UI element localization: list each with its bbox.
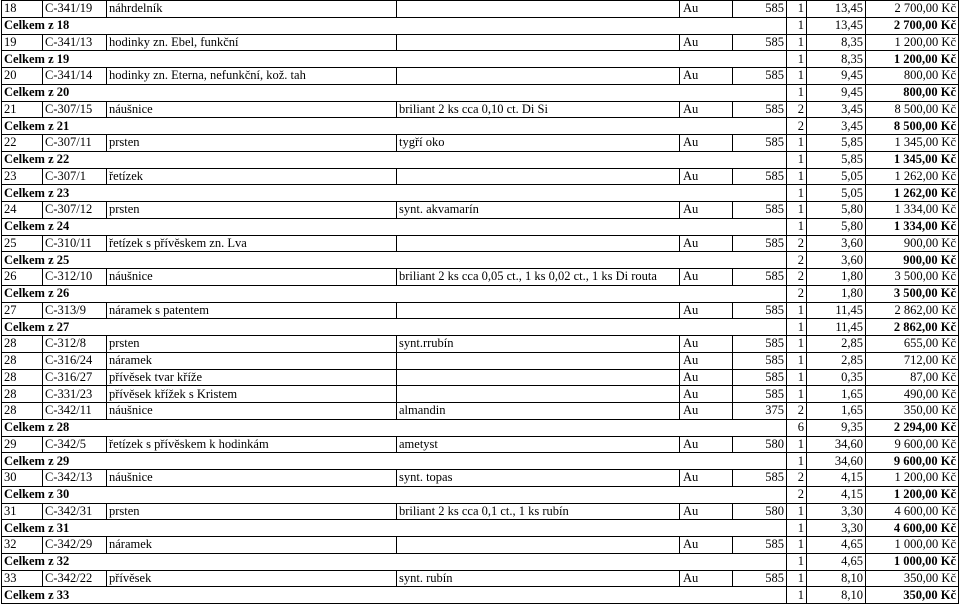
item-metal-cell: Au: [680, 168, 733, 185]
subtotal-weight-cell: 13,45: [807, 17, 866, 34]
item-stone-cell: synt. akvamarín: [397, 202, 680, 219]
item-name-cell: řetízek s přívěskem zn. Lva: [107, 235, 397, 252]
item-number-cell: 24: [2, 202, 43, 219]
item-name-cell: řetízek s přívěskem k hodinkám: [107, 436, 397, 453]
subtotal-row: [2, 252, 959, 269]
item-fineness-cell: 585: [733, 570, 787, 587]
item-price-cell: 87,00 Kč: [866, 369, 959, 386]
item-quantity-cell: 1: [787, 369, 807, 386]
item-stone-cell: [397, 168, 680, 185]
table-row: [2, 135, 959, 152]
item-metal-cell: Au: [680, 570, 733, 587]
subtotal-weight-cell: 9,45: [807, 84, 866, 101]
item-code-cell: C-312/8: [43, 336, 107, 353]
item-price-cell: 1 262,00 Kč: [866, 168, 959, 185]
subtotal-label-cell: Celkem z 19: [2, 51, 787, 68]
item-fineness-cell: 585: [733, 386, 787, 403]
subtotal-label-cell: Celkem z 33: [2, 587, 787, 604]
subtotal-quantity-cell: 2: [787, 486, 807, 503]
inventory-table: [1, 0, 959, 604]
item-number-cell: 26: [2, 269, 43, 286]
subtotal-weight-cell: 9,35: [807, 419, 866, 436]
subtotal-quantity-cell: 1: [787, 51, 807, 68]
item-weight-cell: 3,30: [807, 503, 866, 520]
subtotal-weight-cell: 34,60: [807, 453, 866, 470]
subtotal-row: [2, 486, 959, 503]
subtotal-weight-cell: 1,80: [807, 285, 866, 302]
item-price-cell: 350,00 Kč: [866, 403, 959, 420]
table-row: [2, 537, 959, 554]
item-weight-cell: 5,80: [807, 202, 866, 219]
table-row: [2, 403, 959, 420]
item-code-cell: C-341/19: [43, 1, 107, 18]
item-stone-cell: synt. rubín: [397, 570, 680, 587]
table-row: [2, 269, 959, 286]
item-quantity-cell: 2: [787, 403, 807, 420]
item-quantity-cell: 1: [787, 386, 807, 403]
item-weight-cell: 5,85: [807, 135, 866, 152]
item-fineness-cell: 580: [733, 503, 787, 520]
item-stone-cell: synt. topas: [397, 470, 680, 487]
subtotal-quantity-cell: 2: [787, 118, 807, 135]
item-price-cell: 655,00 Kč: [866, 336, 959, 353]
item-stone-cell: [397, 235, 680, 252]
item-weight-cell: 5,05: [807, 168, 866, 185]
item-stone-cell: tygří oko: [397, 135, 680, 152]
subtotal-price-cell: 1 262,00 Kč: [866, 185, 959, 202]
item-metal-cell: Au: [680, 352, 733, 369]
subtotal-row: [2, 151, 959, 168]
item-fineness-cell: 585: [733, 68, 787, 85]
item-name-cell: náušnice: [107, 470, 397, 487]
subtotal-price-cell: 2 294,00 Kč: [866, 419, 959, 436]
item-price-cell: 8 500,00 Kč: [866, 101, 959, 118]
item-number-cell: 21: [2, 101, 43, 118]
subtotal-label-cell: Celkem z 22: [2, 151, 787, 168]
subtotal-weight-cell: 11,45: [807, 319, 866, 336]
item-number-cell: 28: [2, 386, 43, 403]
item-fineness-cell: 375: [733, 403, 787, 420]
item-metal-cell: Au: [680, 269, 733, 286]
item-quantity-cell: 1: [787, 537, 807, 554]
item-metal-cell: Au: [680, 101, 733, 118]
item-fineness-cell: 585: [733, 101, 787, 118]
subtotal-weight-cell: 5,80: [807, 218, 866, 235]
item-quantity-cell: 1: [787, 503, 807, 520]
item-metal-cell: Au: [680, 470, 733, 487]
item-name-cell: přívěsek křížek s Kristem: [107, 386, 397, 403]
item-number-cell: 30: [2, 470, 43, 487]
item-price-cell: 1 200,00 Kč: [866, 470, 959, 487]
item-quantity-cell: 1: [787, 436, 807, 453]
item-metal-cell: Au: [680, 202, 733, 219]
item-stone-cell: [397, 369, 680, 386]
table-row: [2, 34, 959, 51]
item-weight-cell: 2,85: [807, 352, 866, 369]
item-metal-cell: Au: [680, 386, 733, 403]
item-name-cell: hodinky zn. Eterna, nefunkční, kož. tah: [107, 68, 397, 85]
item-fineness-cell: 585: [733, 336, 787, 353]
item-name-cell: hodinky zn. Ebel, funkční: [107, 34, 397, 51]
item-weight-cell: 4,65: [807, 537, 866, 554]
table-row: [2, 168, 959, 185]
item-quantity-cell: 1: [787, 302, 807, 319]
item-fineness-cell: 585: [733, 269, 787, 286]
subtotal-label-cell: Celkem z 24: [2, 218, 787, 235]
item-price-cell: 800,00 Kč: [866, 68, 959, 85]
subtotal-price-cell: 4 600,00 Kč: [866, 520, 959, 537]
subtotal-quantity-cell: 1: [787, 185, 807, 202]
item-weight-cell: 8,35: [807, 34, 866, 51]
item-stone-cell: almandin: [397, 403, 680, 420]
item-stone-cell: [397, 352, 680, 369]
subtotal-row: [2, 118, 959, 135]
item-name-cell: náušnice: [107, 101, 397, 118]
item-number-cell: 27: [2, 302, 43, 319]
item-name-cell: prsten: [107, 503, 397, 520]
item-number-cell: 28: [2, 336, 43, 353]
item-code-cell: C-307/15: [43, 101, 107, 118]
table-row: [2, 1, 959, 18]
table-row: [2, 570, 959, 587]
item-fineness-cell: 585: [733, 470, 787, 487]
item-metal-cell: Au: [680, 537, 733, 554]
item-code-cell: C-342/13: [43, 470, 107, 487]
item-number-cell: 22: [2, 135, 43, 152]
subtotal-quantity-cell: 1: [787, 17, 807, 34]
item-number-cell: 18: [2, 1, 43, 18]
item-code-cell: C-307/12: [43, 202, 107, 219]
subtotal-label-cell: Celkem z 26: [2, 285, 787, 302]
subtotal-price-cell: 1 200,00 Kč: [866, 51, 959, 68]
subtotal-label-cell: Celkem z 29: [2, 453, 787, 470]
item-metal-cell: Au: [680, 235, 733, 252]
item-price-cell: 2 700,00 Kč: [866, 1, 959, 18]
subtotal-quantity-cell: 1: [787, 553, 807, 570]
item-stone-cell: briliant 2 ks cca 0,1 ct., 1 ks rubín: [397, 503, 680, 520]
subtotal-price-cell: 1 334,00 Kč: [866, 218, 959, 235]
item-number-cell: 19: [2, 34, 43, 51]
item-stone-cell: briliant 2 ks cca 0,10 ct. Di Si: [397, 101, 680, 118]
item-price-cell: 3 500,00 Kč: [866, 269, 959, 286]
subtotal-weight-cell: 4,15: [807, 486, 866, 503]
subtotal-price-cell: 2 700,00 Kč: [866, 17, 959, 34]
subtotal-weight-cell: 3,45: [807, 118, 866, 135]
item-metal-cell: Au: [680, 34, 733, 51]
item-code-cell: C-342/31: [43, 503, 107, 520]
item-name-cell: přívěsek: [107, 570, 397, 587]
table-row: [2, 386, 959, 403]
item-price-cell: 1 345,00 Kč: [866, 135, 959, 152]
item-weight-cell: 1,80: [807, 269, 866, 286]
item-code-cell: C-312/10: [43, 269, 107, 286]
item-fineness-cell: 585: [733, 537, 787, 554]
item-quantity-cell: 1: [787, 336, 807, 353]
subtotal-row: [2, 51, 959, 68]
item-price-cell: 1 000,00 Kč: [866, 537, 959, 554]
table-row: [2, 470, 959, 487]
item-price-cell: 712,00 Kč: [866, 352, 959, 369]
subtotal-weight-cell: 3,60: [807, 252, 866, 269]
table-row: [2, 436, 959, 453]
item-fineness-cell: 585: [733, 1, 787, 18]
item-weight-cell: 1,65: [807, 386, 866, 403]
item-metal-cell: Au: [680, 1, 733, 18]
item-fineness-cell: 585: [733, 135, 787, 152]
item-metal-cell: Au: [680, 403, 733, 420]
item-weight-cell: 34,60: [807, 436, 866, 453]
item-stone-cell: [397, 68, 680, 85]
item-stone-cell: [397, 34, 680, 51]
subtotal-row: [2, 553, 959, 570]
subtotal-price-cell: 900,00 Kč: [866, 252, 959, 269]
item-code-cell: C-342/5: [43, 436, 107, 453]
item-metal-cell: Au: [680, 336, 733, 353]
subtotal-label-cell: Celkem z 30: [2, 486, 787, 503]
item-stone-cell: [397, 537, 680, 554]
item-weight-cell: 1,65: [807, 403, 866, 420]
item-quantity-cell: 2: [787, 101, 807, 118]
item-metal-cell: Au: [680, 68, 733, 85]
item-weight-cell: 3,45: [807, 101, 866, 118]
subtotal-weight-cell: 3,30: [807, 520, 866, 537]
table-row: [2, 302, 959, 319]
item-price-cell: 490,00 Kč: [866, 386, 959, 403]
subtotal-quantity-cell: 1: [787, 453, 807, 470]
item-fineness-cell: 585: [733, 235, 787, 252]
item-number-cell: 28: [2, 369, 43, 386]
item-weight-cell: 11,45: [807, 302, 866, 319]
subtotal-label-cell: Celkem z 32: [2, 553, 787, 570]
subtotal-weight-cell: 5,85: [807, 151, 866, 168]
item-code-cell: C-341/14: [43, 68, 107, 85]
item-number-cell: 25: [2, 235, 43, 252]
item-name-cell: náramek s patentem: [107, 302, 397, 319]
item-quantity-cell: 1: [787, 135, 807, 152]
table-row: [2, 352, 959, 369]
subtotal-quantity-cell: 1: [787, 587, 807, 604]
item-number-cell: 29: [2, 436, 43, 453]
item-price-cell: 1 200,00 Kč: [866, 34, 959, 51]
item-weight-cell: 4,15: [807, 470, 866, 487]
item-metal-cell: Au: [680, 135, 733, 152]
item-code-cell: C-313/9: [43, 302, 107, 319]
subtotal-label-cell: Celkem z 25: [2, 252, 787, 269]
table-row: [2, 235, 959, 252]
subtotal-quantity-cell: 2: [787, 252, 807, 269]
subtotal-price-cell: 3 500,00 Kč: [866, 285, 959, 302]
item-quantity-cell: 1: [787, 1, 807, 18]
subtotal-quantity-cell: 2: [787, 285, 807, 302]
item-fineness-cell: 580: [733, 436, 787, 453]
subtotal-quantity-cell: 1: [787, 151, 807, 168]
item-weight-cell: 3,60: [807, 235, 866, 252]
item-code-cell: C-316/24: [43, 352, 107, 369]
item-code-cell: C-342/22: [43, 570, 107, 587]
subtotal-weight-cell: 8,35: [807, 51, 866, 68]
item-name-cell: náramek: [107, 537, 397, 554]
item-weight-cell: 13,45: [807, 1, 866, 18]
item-stone-cell: ametyst: [397, 436, 680, 453]
item-fineness-cell: 585: [733, 202, 787, 219]
subtotal-label-cell: Celkem z 20: [2, 84, 787, 101]
item-quantity-cell: 2: [787, 269, 807, 286]
subtotal-quantity-cell: 1: [787, 84, 807, 101]
item-price-cell: 4 600,00 Kč: [866, 503, 959, 520]
item-code-cell: C-310/11: [43, 235, 107, 252]
subtotal-price-cell: 1 000,00 Kč: [866, 553, 959, 570]
subtotal-label-cell: Celkem z 31: [2, 520, 787, 537]
item-name-cell: náhrdelník: [107, 1, 397, 18]
item-code-cell: C-307/1: [43, 168, 107, 185]
subtotal-price-cell: 350,00 Kč: [866, 587, 959, 604]
subtotal-row: [2, 285, 959, 302]
item-name-cell: náušnice: [107, 403, 397, 420]
item-metal-cell: Au: [680, 302, 733, 319]
item-name-cell: prsten: [107, 202, 397, 219]
item-fineness-cell: 585: [733, 34, 787, 51]
subtotal-row: [2, 453, 959, 470]
item-stone-cell: briliant 2 ks cca 0,05 ct., 1 ks 0,02 ct., 1 ks Di routa: [397, 269, 680, 286]
table-body: [2, 1, 959, 604]
item-name-cell: prsten: [107, 336, 397, 353]
subtotal-weight-cell: 5,05: [807, 185, 866, 202]
subtotal-row: [2, 419, 959, 436]
subtotal-row: [2, 185, 959, 202]
item-code-cell: C-316/27: [43, 369, 107, 386]
item-number-cell: 33: [2, 570, 43, 587]
table-row: [2, 369, 959, 386]
item-weight-cell: 0,35: [807, 369, 866, 386]
item-fineness-cell: 585: [733, 369, 787, 386]
item-price-cell: 350,00 Kč: [866, 570, 959, 587]
subtotal-label-cell: Celkem z 28: [2, 419, 787, 436]
subtotal-row: [2, 520, 959, 537]
item-quantity-cell: 1: [787, 68, 807, 85]
item-number-cell: 23: [2, 168, 43, 185]
subtotal-quantity-cell: 1: [787, 319, 807, 336]
item-price-cell: 9 600,00 Kč: [866, 436, 959, 453]
item-quantity-cell: 1: [787, 168, 807, 185]
subtotal-row: [2, 587, 959, 604]
item-fineness-cell: 585: [733, 352, 787, 369]
subtotal-price-cell: 800,00 Kč: [866, 84, 959, 101]
item-number-cell: 32: [2, 537, 43, 554]
subtotal-label-cell: Celkem z 27: [2, 319, 787, 336]
table-row: [2, 336, 959, 353]
item-fineness-cell: 585: [733, 302, 787, 319]
subtotal-weight-cell: 8,10: [807, 587, 866, 604]
table-row: [2, 503, 959, 520]
table-row: [2, 202, 959, 219]
item-name-cell: přívěsek tvar kříže: [107, 369, 397, 386]
table-row: [2, 68, 959, 85]
item-name-cell: prsten: [107, 135, 397, 152]
subtotal-row: [2, 17, 959, 34]
item-metal-cell: Au: [680, 503, 733, 520]
subtotal-price-cell: 8 500,00 Kč: [866, 118, 959, 135]
item-name-cell: náramek: [107, 352, 397, 369]
item-metal-cell: Au: [680, 436, 733, 453]
item-quantity-cell: 1: [787, 34, 807, 51]
subtotal-row: [2, 84, 959, 101]
item-code-cell: C-307/11: [43, 135, 107, 152]
subtotal-quantity-cell: 1: [787, 520, 807, 537]
item-quantity-cell: 2: [787, 235, 807, 252]
item-price-cell: 1 334,00 Kč: [866, 202, 959, 219]
table-row: [2, 101, 959, 118]
item-quantity-cell: 2: [787, 470, 807, 487]
item-weight-cell: 2,85: [807, 336, 866, 353]
item-stone-cell: [397, 1, 680, 18]
item-name-cell: řetízek: [107, 168, 397, 185]
item-stone-cell: [397, 302, 680, 319]
subtotal-label-cell: Celkem z 23: [2, 185, 787, 202]
subtotal-price-cell: 1 345,00 Kč: [866, 151, 959, 168]
item-quantity-cell: 1: [787, 570, 807, 587]
item-quantity-cell: 1: [787, 352, 807, 369]
item-number-cell: 28: [2, 352, 43, 369]
item-stone-cell: synt.rrubín: [397, 336, 680, 353]
item-price-cell: 2 862,00 Kč: [866, 302, 959, 319]
subtotal-label-cell: Celkem z 18: [2, 17, 787, 34]
item-number-cell: 31: [2, 503, 43, 520]
item-weight-cell: 9,45: [807, 68, 866, 85]
item-number-cell: 20: [2, 68, 43, 85]
subtotal-row: [2, 319, 959, 336]
item-stone-cell: [397, 386, 680, 403]
subtotal-label-cell: Celkem z 21: [2, 118, 787, 135]
item-number-cell: 28: [2, 403, 43, 420]
subtotal-quantity-cell: 6: [787, 419, 807, 436]
subtotal-weight-cell: 4,65: [807, 553, 866, 570]
item-name-cell: náušnice: [107, 269, 397, 286]
item-metal-cell: Au: [680, 369, 733, 386]
item-code-cell: C-341/13: [43, 34, 107, 51]
item-fineness-cell: 585: [733, 168, 787, 185]
subtotal-price-cell: 1 200,00 Kč: [866, 486, 959, 503]
item-code-cell: C-331/23: [43, 386, 107, 403]
item-price-cell: 900,00 Kč: [866, 235, 959, 252]
subtotal-price-cell: 2 862,00 Kč: [866, 319, 959, 336]
item-code-cell: C-342/29: [43, 537, 107, 554]
subtotal-quantity-cell: 1: [787, 218, 807, 235]
subtotal-row: [2, 218, 959, 235]
item-quantity-cell: 1: [787, 202, 807, 219]
item-weight-cell: 8,10: [807, 570, 866, 587]
item-code-cell: C-342/11: [43, 403, 107, 420]
subtotal-price-cell: 9 600,00 Kč: [866, 453, 959, 470]
